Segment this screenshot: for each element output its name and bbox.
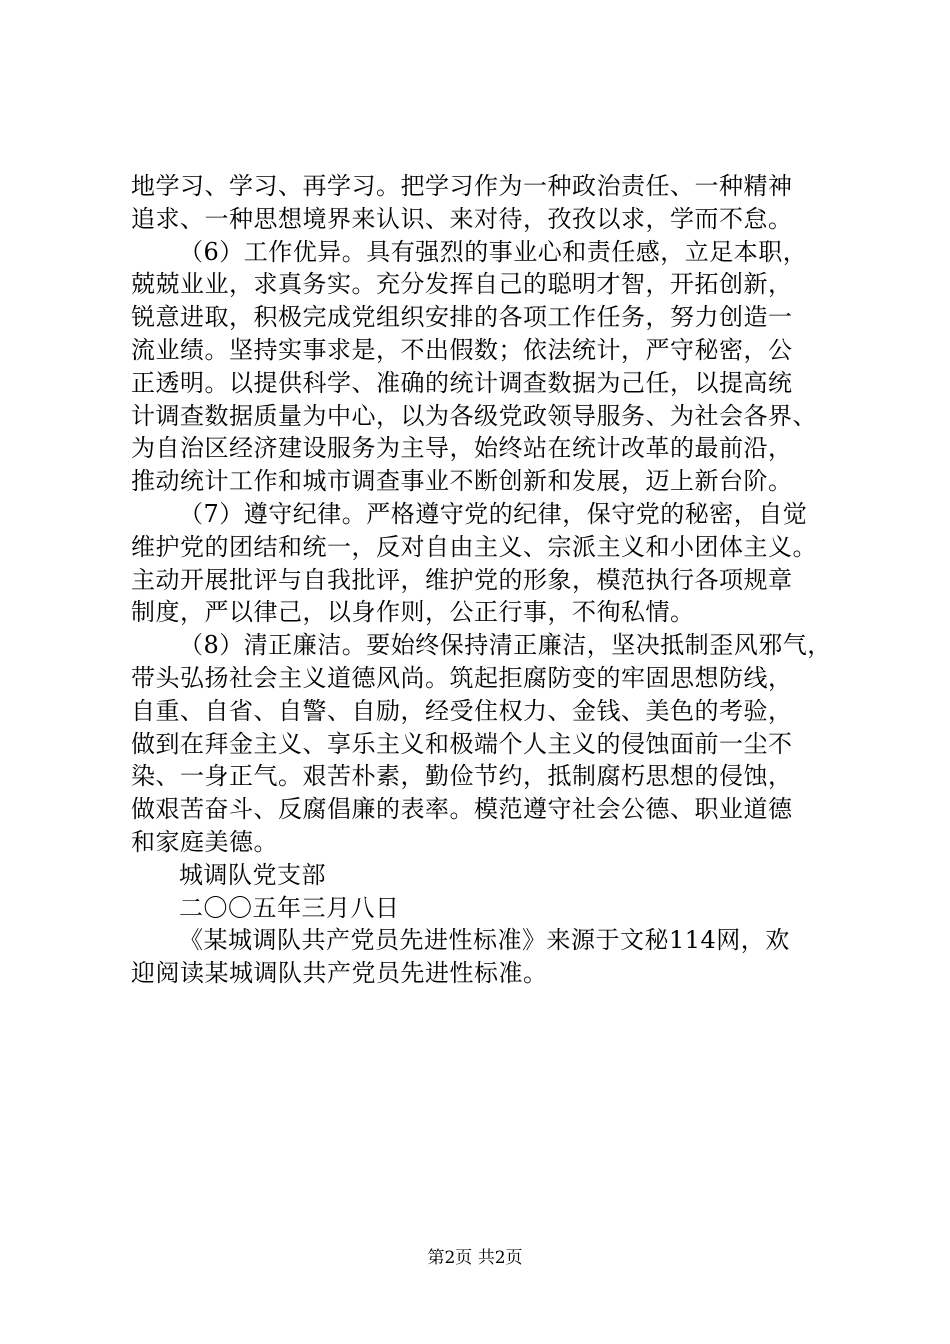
source-note-line-2: 迎阅读某城调队共产党员先进性标准。 bbox=[131, 959, 548, 988]
text-line-4: 兢兢业业，求真务实。充分发挥自己的聪明才智，开拓创新， bbox=[131, 270, 793, 299]
signature-date: 二〇〇五年三月八日 bbox=[179, 893, 400, 922]
text-line-18: 做到在拜金主义、享乐主义和极端个人主义的侵蚀面前一尘不 bbox=[131, 729, 793, 758]
document-body bbox=[131, 170, 831, 990]
text-line-10: 推动统计工作和城市调查事业不断创新和发展，迈上新台阶。 bbox=[131, 467, 793, 496]
text-line-12: 维护党的团结和统一，反对自由主义、宗派主义和小团体主义。 bbox=[131, 532, 817, 561]
text-line-2: 追求、一种思想境界来认识、来对待，孜孜以求，学而不怠。 bbox=[131, 204, 793, 233]
text-line-13: 主动开展批评与自我批评，维护党的形象，模范执行各项规章 bbox=[131, 565, 793, 594]
text-line-17: 自重、自省、自警、自励，经受住权力、金钱、美色的考验， bbox=[131, 696, 793, 725]
text-line-3: （6）工作优异。具有强烈的事业心和责任感，立足本职， bbox=[179, 237, 808, 266]
text-line-7: 正透明。以提供科学、准确的统计调查数据为己任，以提高统 bbox=[131, 368, 793, 397]
text-line-20: 做艰苦奋斗、反腐倡廉的表率。模范遵守社会公德、职业道德 bbox=[131, 795, 793, 824]
source-note-line-1: 《某城调队共产党员先进性标准》来源于文秘114网，欢 bbox=[179, 926, 790, 955]
text-line-1: 地学习、学习、再学习。把学习作为一种政治责任、一种精神 bbox=[131, 172, 793, 200]
text-line-21: 和家庭美德。 bbox=[131, 827, 278, 856]
page-footer: 第2页 共2页 bbox=[427, 1248, 523, 1268]
text-line-5: 锐意进取，积极完成党组织安排的各项工作任务，努力创造一 bbox=[131, 303, 793, 332]
text-line-19: 染、一身正气。艰苦朴素，勤俭节约，抵制腐朽思想的侵蚀， bbox=[131, 762, 793, 791]
text-line-9: 为自治区经济建设服务为主导，始终站在统计改革的最前沿， bbox=[131, 434, 793, 463]
text-line-11: （7）遵守纪律。严格遵守党的纪律，保守党的秘密，自觉 bbox=[179, 499, 808, 528]
text-line-14: 制度，严以律己，以身作则，公正行事，不徇私情。 bbox=[131, 598, 695, 627]
text-line-8: 计调查数据质量为中心，以为各级党政领导服务、为社会各界、 bbox=[131, 401, 817, 430]
text-line-15: （8）清正廉洁。要始终保持清正廉洁，坚决抵制歪风邪气， bbox=[179, 631, 832, 660]
text-line-6: 流业绩。坚持实事求是，不出假数；依法统计，严守秘密，公 bbox=[131, 335, 793, 364]
text-line-16: 带头弘扬社会主义道德风尚。筑起拒腐防变的牢固思想防线， bbox=[131, 663, 793, 692]
signature-org: 城调队党支部 bbox=[179, 860, 326, 889]
